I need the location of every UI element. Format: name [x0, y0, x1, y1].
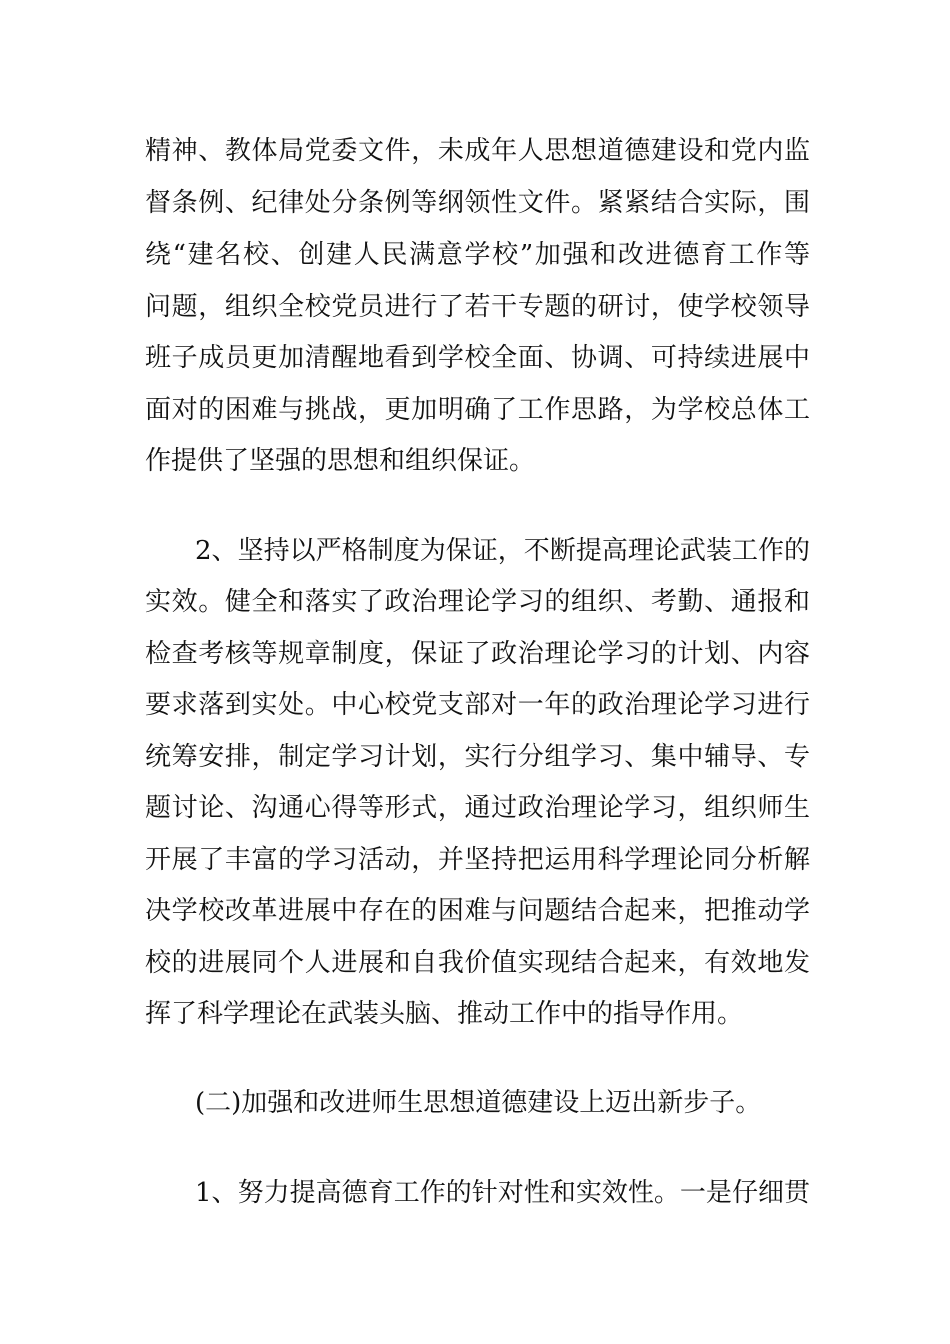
- paragraph-1-line-7: 作提供了坚强的思想和组织保证。: [145, 446, 536, 476]
- paragraph-2-line-5: 统筹安排，制定学习计划，实行分组学习、集中辅导、专: [145, 742, 810, 772]
- paragraph-1-line-3: 绕“建名校、创建人民满意学校”加强和改进德育工作等: [145, 240, 810, 270]
- paragraph-2-line-4: 要求落到实处。中心校党支部对一年的政治理论学习进行: [145, 690, 810, 720]
- paragraph-1-line-1: 精神、教体局党委文件，未成年人思想道德建设和党内监: [145, 136, 810, 166]
- paragraph-1-line-6: 面对的困难与挑战，更加明确了工作思路，为学校总体工: [145, 395, 810, 425]
- paragraph-2-line-9: 校的进展同个人进展和自我价值实现结合起来，有效地发: [145, 948, 810, 978]
- paragraph-2-line-2: 实效。健全和落实了政治理论学习的组织、考勤、通报和: [145, 587, 810, 617]
- paragraph-2-line-7: 开展了丰富的学习活动，并坚持把运用科学理论同分析解: [145, 845, 810, 875]
- paragraph-2-line-3: 检查考核等规章制度，保证了政治理论学习的计划、内容: [145, 639, 810, 669]
- paragraph-2-line-6: 题讨论、沟通心得等形式，通过政治理论学习，组织师生: [145, 793, 810, 823]
- section-heading: (二)加强和改进师生思想道德建设上迈出新步子。: [195, 1088, 762, 1118]
- paragraph-1-line-5: 班子成员更加清醒地看到学校全面、协调、可持续进展中: [145, 343, 810, 373]
- paragraph-1-line-4: 问题，组织全校党员进行了若干专题的研讨，使学校领导: [145, 292, 810, 322]
- paragraph-2-line-8: 决学校改革进展中存在的困难与问题结合起来，把推动学: [145, 896, 810, 926]
- paragraph-2-line-1: 2、坚持以严格制度为保证，不断提高理论武装工作的: [195, 536, 810, 566]
- paragraph-2-line-10: 挥了科学理论在武装头脑、推动工作中的指导作用。: [145, 999, 744, 1029]
- paragraph-3-line-1: 1、努力提高德育工作的针对性和实效性。一是仔细贯: [195, 1178, 810, 1208]
- paragraph-1-line-2: 督条例、纪律处分条例等纲领性文件。紧紧结合实际，围: [145, 188, 810, 218]
